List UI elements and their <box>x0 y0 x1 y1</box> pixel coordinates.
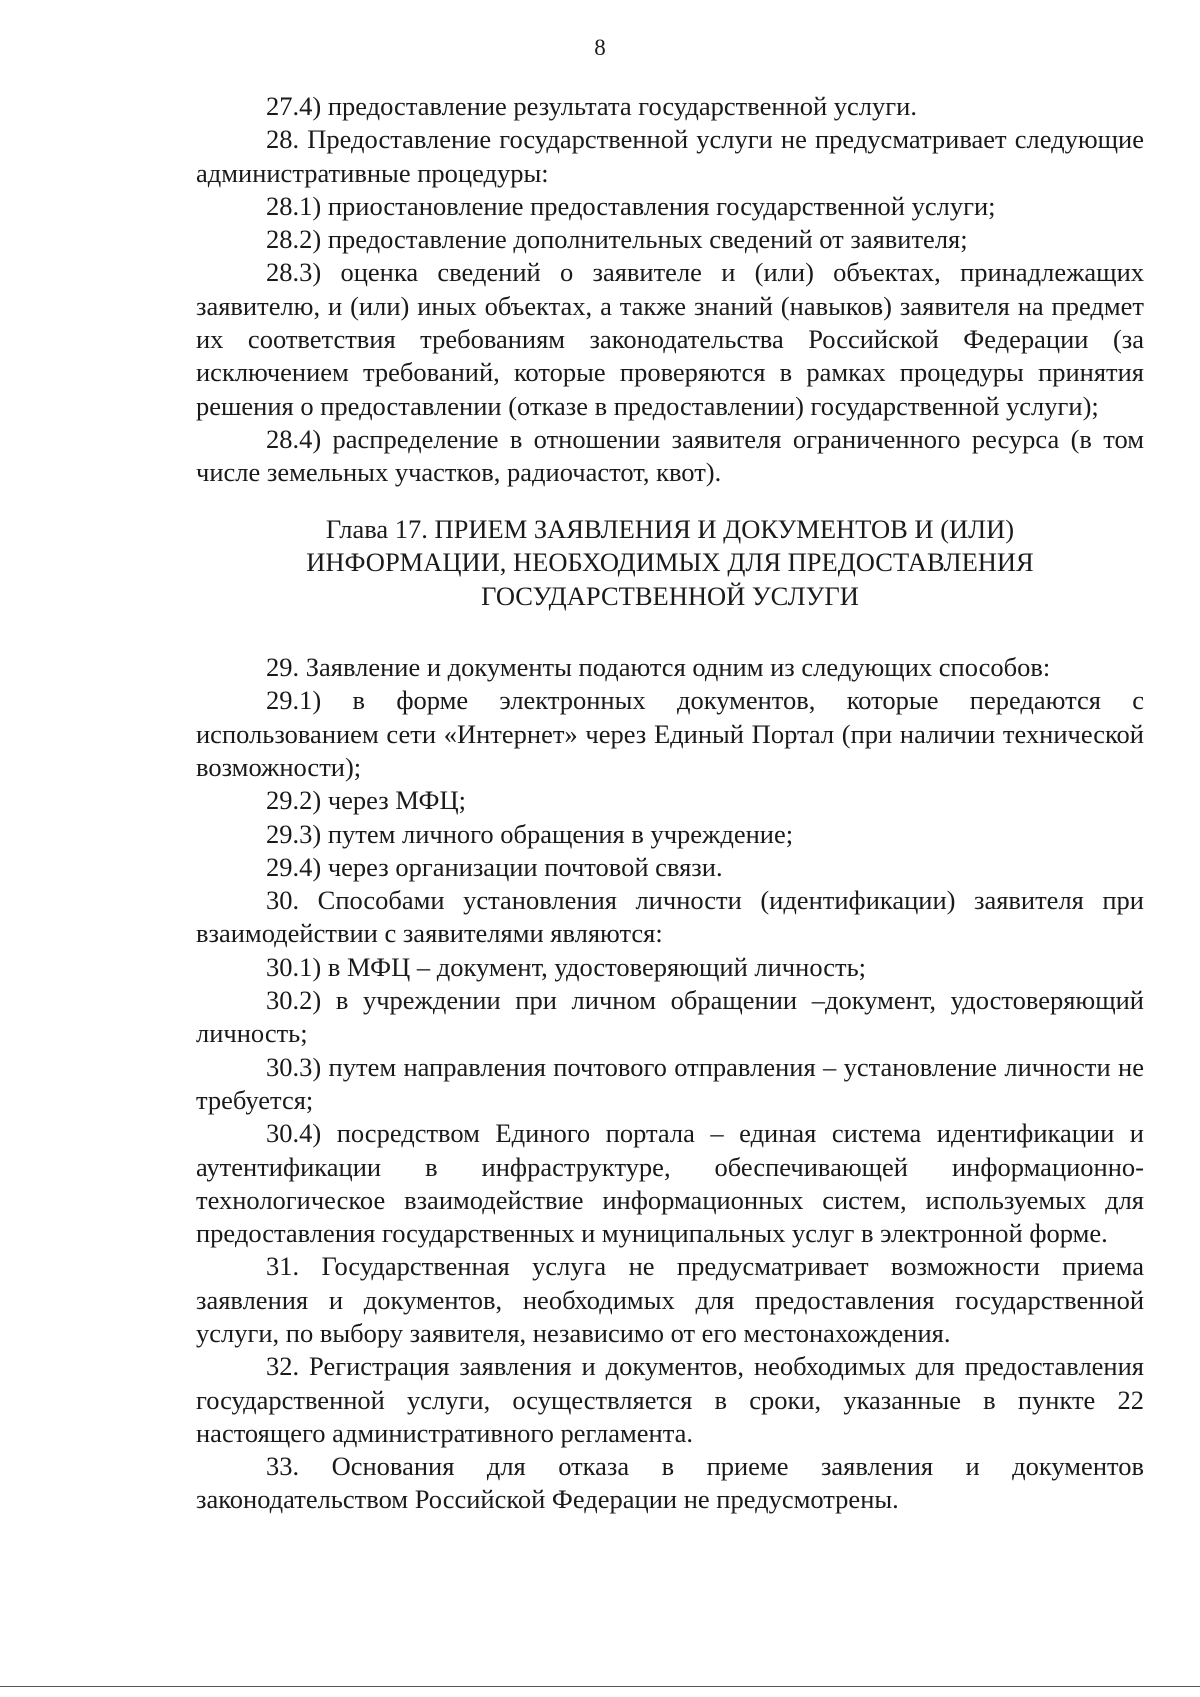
paragraph-28-2: 28.2) предоставление дополнительных сведений от заявителя; <box>266 224 968 255</box>
paragraph-30-1: 30.1) в МФЦ – документ, удостоверяющий личность; <box>266 951 867 982</box>
document-body <box>196 90 1144 1517</box>
paragraph-28-1: 28.1) приостановление предоставления государственной услуги; <box>266 190 996 221</box>
paragraph-29: 29. Заявление и документы подаются одним из следующих способов: <box>266 652 1051 683</box>
paragraph-33: 33. Основания для отказа в приеме заявления и документов законодательством Российской Федерации не предусмотрены. <box>196 1451 1144 1515</box>
paragraph-30-3: 30.3) путем направления почтового отправления – установление личности не требуется; <box>196 1051 1144 1115</box>
paragraph-27-4: 27.4) предоставление результата государственной услуги. <box>266 91 917 121</box>
paragraph-29-2: 29.2) через МФЦ; <box>266 785 466 816</box>
bottom-divider <box>0 1686 1200 1687</box>
paragraph-32: 32. Регистрация заявления и документов, необходимых для предоставления государственной услуги, осуществляется в сроки, указанные в пункте 22 настоящего административного регламента. <box>196 1351 1144 1448</box>
paragraph-28-4: 28.4) распределение в отношении заявителя ограниченного ресурса (в том числе земельных участков, радиочастот, квот). <box>196 423 1144 488</box>
paragraph-28-3: 28.3) оценка сведений о заявителе и (или) объектах, принадлежащих заявителю, и (или) иных объектах, а также знаний (навыков) заявителя на предмет их соответствия требованиям законодательства Российской Федерации (за исключением требований, которые проверяются в рамках процедуры принятия решения о предоставлении (отказе в предоставлении) государственной услуги); <box>196 257 1144 421</box>
paragraph-30-4: 30.4) посредством Единого портала – единая система идентификации и аутентификации в инфраструктуре, обеспечивающей информационно-технологическое взаимодействие информационных систем, используемых для предоставления государственных и муниципальных услуг в электронной форме. <box>196 1118 1144 1249</box>
paragraph-30: 30. Способами установления личности (идентификации) заявителя при взаимодействии с заявителями являются: <box>196 885 1144 949</box>
paragraph-28: 28. Предоставление государственной услуги не предусматривает следующие административные процедуры: <box>196 124 1144 188</box>
chapter-title-line-1: Глава 17. ПРИЕМ ЗАЯВЛЕНИЯ И ДОКУМЕНТОВ И (ИЛИ) <box>325 513 1015 544</box>
page-number: 8 <box>594 35 606 60</box>
paragraph-31: 31. Государственная услуга не предусматривает возможности приема заявления и документов, необходимых для предоставления государственной услуги, по выбору заявителя, независимо от его местонахождения. <box>196 1251 1144 1348</box>
paragraph-29-3: 29.3) путем личного обращения в учреждение; <box>266 818 794 849</box>
chapter-title <box>196 513 1144 614</box>
chapter-title-line-2: ИНФОРМАЦИИ, НЕОБХОДИМЫХ ДЛЯ ПРЕДОСТАВЛЕНИЯ <box>306 547 1034 578</box>
paragraph-29-1: 29.1) в форме электронных документов, которые передаются с использованием сети «Интернет» через Единый Портал (при наличии технической возможности); <box>196 685 1144 782</box>
paragraph-29-4: 29.4) через организации почтовой связи. <box>266 851 723 882</box>
chapter-title-line-3: ГОСУДАРСТВЕННОЙ УСЛУГИ <box>481 580 859 611</box>
paragraph-30-2: 30.2) в учреждении при личном обращении –документ, удостоверяющий личность; <box>196 985 1144 1049</box>
